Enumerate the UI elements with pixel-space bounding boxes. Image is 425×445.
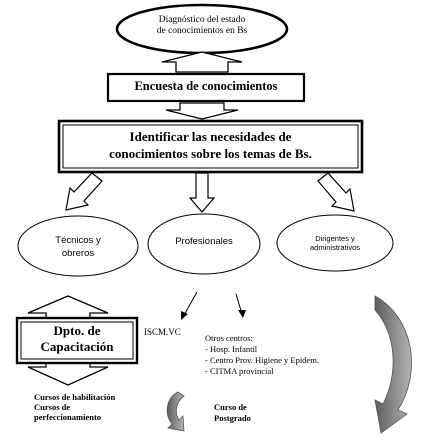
diagnostico-line2: de conocimientos en Bs bbox=[156, 25, 248, 36]
tecnicos-label bbox=[30, 235, 126, 261]
diagnostico-line1: Diagnóstico del estado bbox=[158, 15, 246, 25]
arrow-down-identificar bbox=[166, 103, 238, 119]
otros-title: Otros centros: bbox=[205, 333, 253, 343]
dpto-line1: Dpto. de bbox=[53, 323, 101, 338]
dirigentes-line1: Dirigentes y bbox=[315, 234, 355, 243]
iscm-text: ISCM.VC bbox=[144, 327, 181, 337]
postgrado-line1: Curso de bbox=[214, 402, 247, 412]
diagnostico-label bbox=[132, 15, 272, 37]
otros-item: - Centro Prov. Higiene y Epidem. bbox=[205, 355, 319, 366]
encuesta-label bbox=[108, 79, 304, 93]
dpto-label bbox=[21, 323, 133, 356]
arrow-to-dirigentes bbox=[318, 173, 354, 211]
identificar-line2: conocimientos sobre los temas de Bs. bbox=[109, 145, 312, 161]
curved-arrow-large bbox=[375, 296, 412, 433]
dpto-line2: Capacitación bbox=[40, 339, 114, 355]
dirigentes-label bbox=[290, 235, 380, 252]
tecnicos-line1: Técnicos y bbox=[55, 235, 101, 246]
iscm-label bbox=[144, 327, 204, 337]
identificar-line1: Identificar las necesidades de bbox=[129, 129, 292, 144]
arrow-to-tecnicos bbox=[66, 173, 102, 210]
cursos-hab-line2: Cursos de bbox=[34, 402, 71, 413]
cursos-hab-line3: perfeccionamiento bbox=[34, 412, 102, 423]
arrow-to-profesionales bbox=[190, 173, 214, 212]
dirigentes-line2: administrativos bbox=[309, 242, 361, 252]
tecnicos-line2: obreros bbox=[61, 247, 95, 259]
profesionales-text: Profesionales bbox=[175, 236, 233, 247]
arrowhead-iscm bbox=[181, 311, 188, 320]
profesionales-label bbox=[160, 237, 248, 248]
otros-item: - Hosp. Infantil bbox=[205, 344, 258, 355]
identificar-label bbox=[63, 129, 358, 163]
cursos-hab-label bbox=[34, 392, 144, 423]
otros-label bbox=[205, 333, 370, 377]
curved-arrow-small bbox=[167, 392, 184, 431]
otros-item: - CITMA provincial bbox=[205, 366, 274, 377]
encuesta-text: Encuesta de conocimientos bbox=[134, 79, 278, 93]
arrowhead-otros bbox=[238, 310, 246, 318]
postgrado-label bbox=[214, 402, 274, 424]
arrow-up-encuesta bbox=[162, 52, 242, 72]
cursos-hab-line1: Cursos de habilitación bbox=[34, 392, 116, 402]
postgrado-line2: Postgrado bbox=[214, 413, 251, 424]
